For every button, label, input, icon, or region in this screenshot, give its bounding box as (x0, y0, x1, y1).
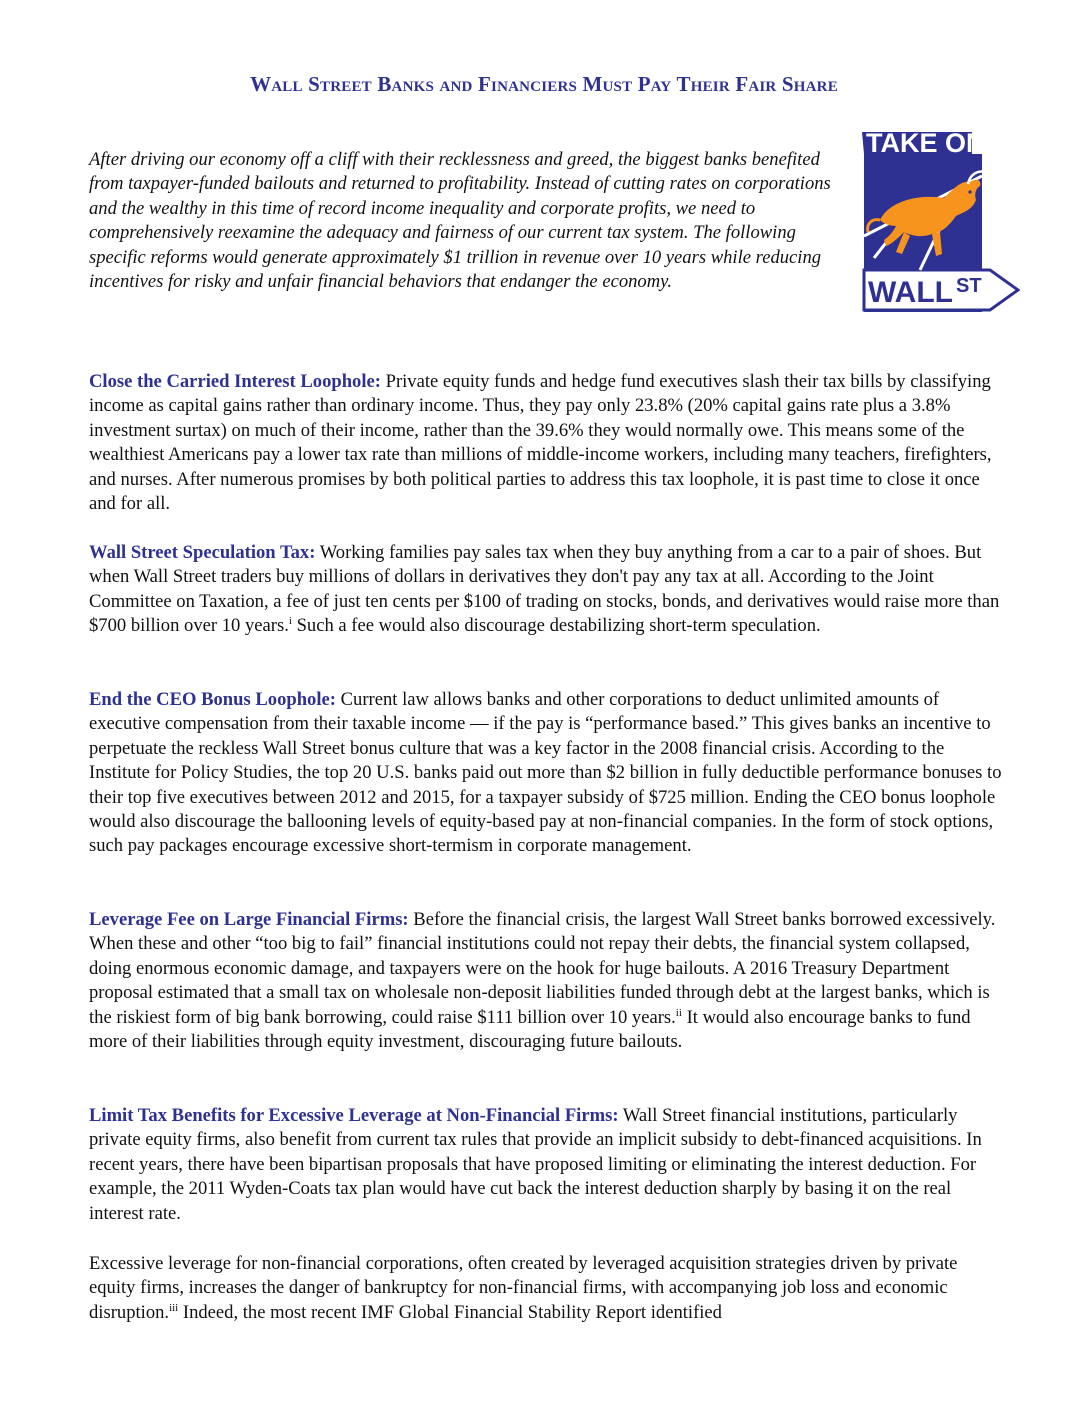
section-body: Working families pay sales tax when they buy anything from a car to a pair of shoes. But when Wall Street traders buy millions of dollars in derivatives they don't pay any tax at all. According to the Joint Committee on Taxation, a fee of just ten cents per $100 of trading on stocks, bonds, and derivatives would raise more than $700 billion over 10 years. (89, 542, 1000, 637)
intro-paragraph: After driving our economy off a cliff with their recklessness and greed, the biggest banks benefited from taxpayer-funded bailouts and returned to profitability. Instead of cutting rates on corporations and the wealthy in this time of record income inequality and corporate profits, we need to comprehensively reexamine the adequacy and fairness of our current tax system. The following specific reforms would generate approximately $1 trillion in revenue over 10 years while reducing incentives for risky and unfair financial behaviors that endanger the economy. (89, 149, 831, 293)
section-body: Private equity funds and hedge fund executives slash their tax bills by classifying income as capital gains rather than ordinary income. Thus, they pay only 23.8% (20% capital gains rate plus a 3.8% investment surtax) on much of their income, rather than the 39.6% they would normally owe. This means some of the wealthiest Americans pay a lower tax rate than millions of middle-income workers, including many teachers, firefighters, and nurses. After numerous promises by both political parties to address this tax loophole, it is past time to close it once and for all. (89, 371, 992, 515)
section-heading: Leverage Fee on Large Financial Firms: (89, 909, 409, 930)
section-leverage-fee (89, 908, 1004, 1054)
endnote-marker: i (288, 615, 292, 628)
section-carried-interest (89, 370, 1004, 516)
logo-text-st: ST (956, 275, 982, 297)
section-body-continued: It would also encourage banks to fund more of their liabilities through equity investment, discouraging future bailouts. (89, 1006, 971, 1053)
section-heading: Close the Carried Interest Loophole: (89, 371, 381, 392)
section-heading: Limit Tax Benefits for Excessive Leverage at Non-Financial Firms: (89, 1105, 619, 1126)
section-heading: End the CEO Bonus Loophole: (89, 689, 336, 710)
paragraph-body: Excessive leverage for non-financial corporations, often created by leveraged acquisition strategies driven by private equity firms, increases the danger of bankruptcy for non-financial firms, with accompanying job loss and economic disruption. (89, 1253, 958, 1323)
take-on-wall-st-logo (840, 128, 1020, 316)
paragraph-leverage-risk (89, 1252, 1004, 1325)
section-speculation-tax (89, 541, 1004, 639)
logo-text-take: TAKE ON (866, 128, 986, 158)
section-body: Before the financial crisis, the largest Wall Street banks borrowed excessively. When these and other “too big to fail” financial institutions could not repay their debts, the financial system collapsed, doing enormous economic damage, and taxpayers were on the hook for huge bailouts. A 2016 Treasury Department proposal estimated that a small tax on wholesale non-deposit liabilities funded through debt at the largest banks, which is the riskiest form of big bank borrowing, could raise $111 billion over 10 years. (89, 909, 996, 1028)
section-ceo-bonus (89, 688, 1004, 859)
section-body: Current law allows banks and other corporations to deduct unlimited amounts of executive compensation from their taxable income — if the pay is “performance based.” This gives banks an incentive to perpetuate the reckless Wall Street bonus culture that was a key factor in the 2008 financial crisis. According to the Institute for Policy Studies, the top 20 U.S. banks paid out more than $2 billion in fully deductible performance bonuses to their top five executives between 2012 and 2015, for a taxpayer subsidy of $725 million. Ending the CEO bonus loophole would also discourage the ballooning levels of equity-based pay at non-financial companies. In the form of stock options, such pay packages encourage excessive short-termism in corporate management. (89, 689, 1002, 857)
logo-graphic (840, 128, 1020, 316)
page-title: Wall Street Banks and Financiers Must Pay Their Fair Share (250, 72, 838, 96)
section-excessive-leverage (89, 1104, 1004, 1226)
paragraph-body-continued: Indeed, the most recent IMF Global Financial Stability Report identified (178, 1301, 722, 1323)
section-body-continued: Such a fee would also discourage destabilizing short-term speculation. (291, 615, 821, 637)
logo-text-wall: WALL (868, 276, 953, 309)
section-body: Wall Street financial institutions, particularly private equity firms, also benefit from current tax rules that provide an implicit subsidy to debt-financed acquisitions. In recent years, there have been bipartisan proposals that have proposed limiting or eliminating the interest deduction. For example, the 2011 Wyden-Coats tax plan would have cut back the interest deduction sharply by basing it on the real interest rate. (89, 1105, 982, 1224)
section-heading: Wall Street Speculation Tax: (89, 542, 316, 563)
endnote-marker: ii (675, 1006, 682, 1019)
endnote-marker: iii (169, 1301, 179, 1314)
